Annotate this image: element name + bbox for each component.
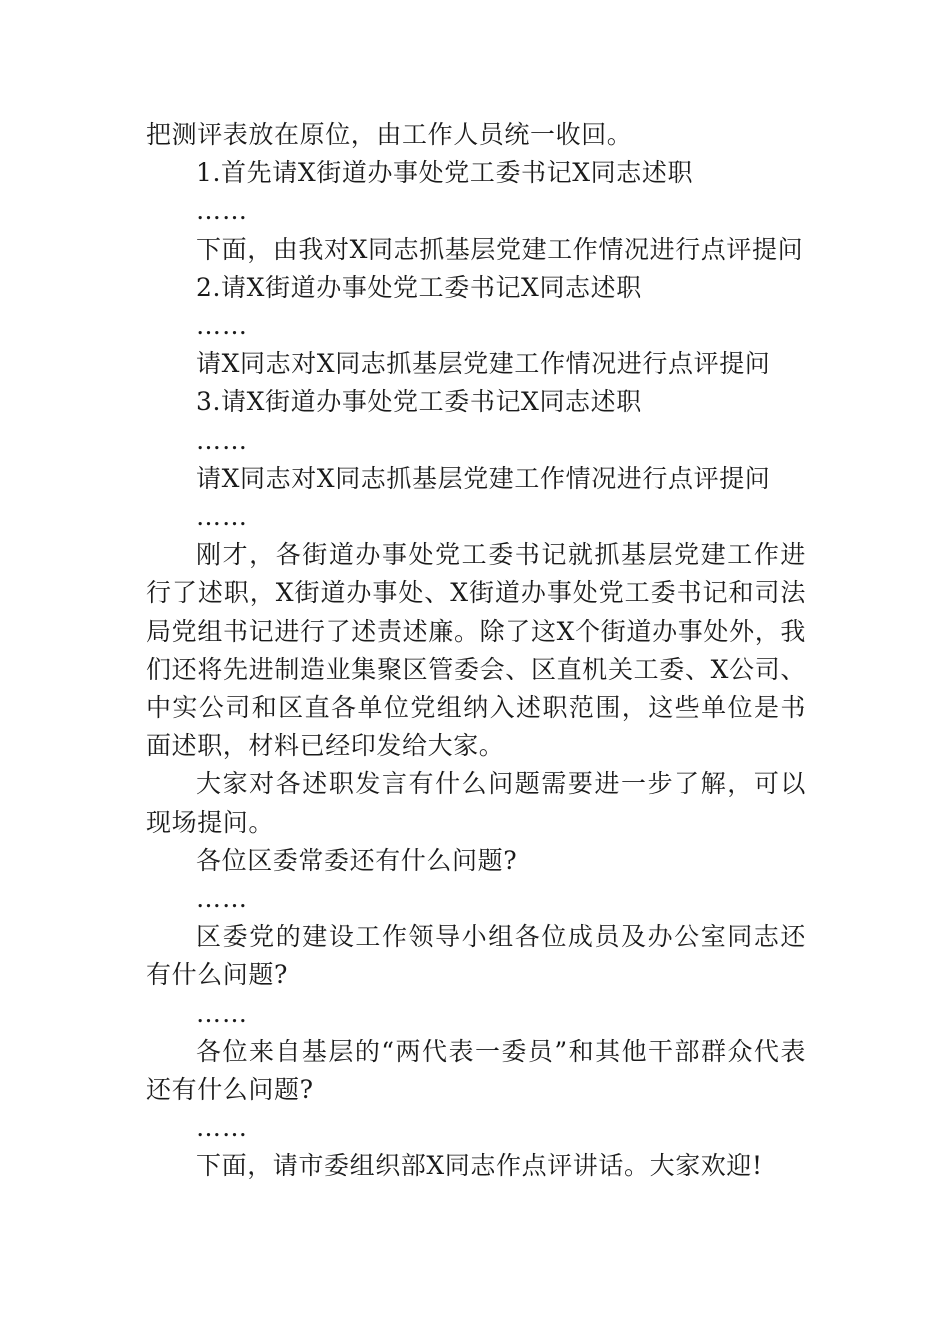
paragraph-10: 各位区委常委还有什么问题? — [196, 845, 518, 875]
paragraph-9: 大家对各述职发言有什么问题需要进一步了解，可以现场提问。 — [146, 769, 806, 837]
paragraph-11: 区委党的建设工作领导小组各位成员及办公室同志还有什么问题? — [146, 922, 806, 990]
paragraph-2: 1.首先请X街道办事处党工委书记X同志述职 — [196, 158, 694, 188]
ellipsis-2: …… — [196, 311, 248, 341]
ellipsis-4: …… — [196, 502, 248, 532]
paragraph-4: 2.请X街道办事处党工委书记X同志述职 — [196, 272, 642, 302]
paragraph-6: 3.请X街道办事处党工委书记X同志述职 — [196, 387, 642, 417]
paragraph-5: 请X同志对X同志抓基层党建工作情况进行点评提问 — [196, 349, 771, 379]
paragraph-8: 刚才，各街道办事处党工委书记就抓基层党建工作进行了述职，X街道办事处、X街道办事处党工委书记和司法局党组书记进行了述责述廉。除了这X个街道办事处外，我们还将先进制造业集聚区管委会、区直机关工委、X公司、中实公司和区直各单位党组纳入述职范围，这些单位是书面述职，材料已经印发给大家。 — [146, 540, 806, 761]
ellipsis-3: …… — [196, 425, 248, 455]
document-body — [146, 116, 806, 1186]
paragraph-13: 下面，请市委组织部X同志作点评讲话。大家欢迎! — [196, 1151, 763, 1181]
paragraph-3: 下面，由我对X同志抓基层党建工作情况进行点评提问 — [196, 234, 804, 264]
paragraph-7: 请X同志对X同志抓基层党建工作情况进行点评提问 — [196, 463, 771, 493]
ellipsis-1: …… — [196, 196, 248, 226]
paragraph-1: 把测评表放在原位，由工作人员统一收回。 — [146, 120, 633, 149]
paragraph-12: 各位来自基层的“两代表一委员”和其他干部群众代表还有什么问题? — [146, 1036, 806, 1105]
ellipsis-5: …… — [196, 884, 248, 914]
ellipsis-7: …… — [196, 1113, 248, 1143]
ellipsis-6: …… — [196, 998, 248, 1028]
